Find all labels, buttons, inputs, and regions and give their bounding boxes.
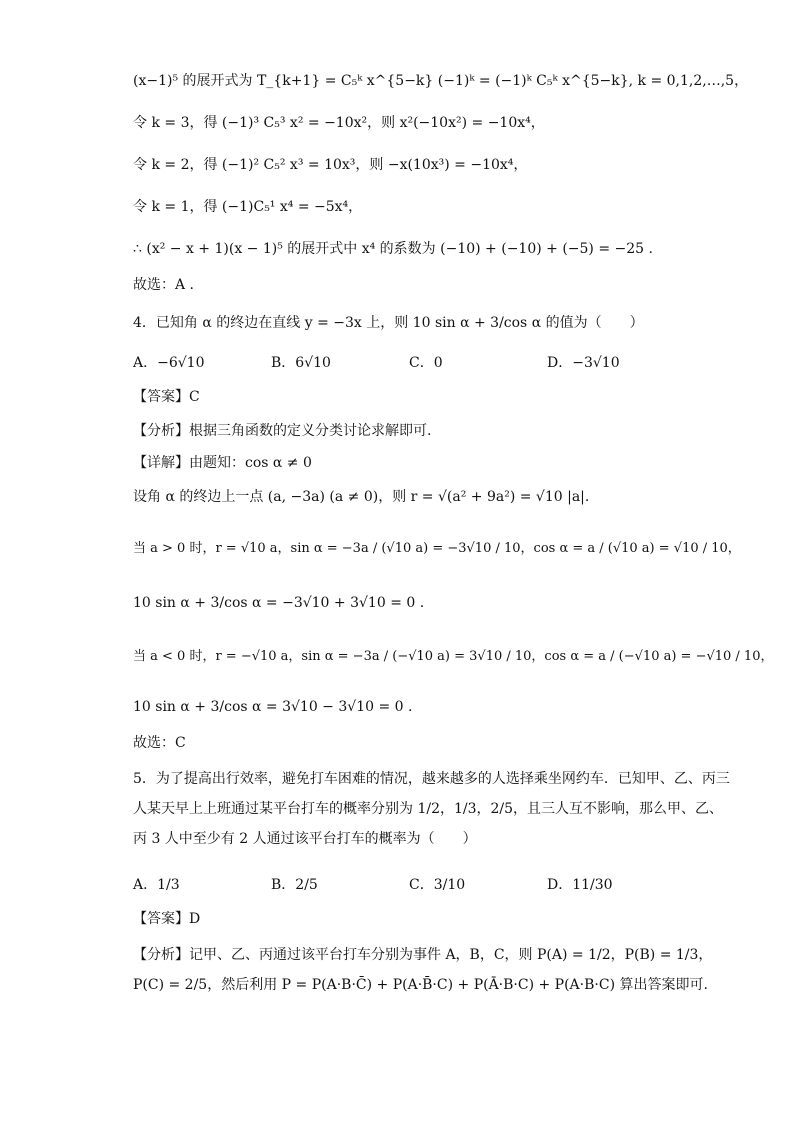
q5-option-c: C．3/10: [409, 877, 466, 893]
q4-detail-a-positive: 当 a > 0 时，r = √10 a，sin α = −3a / (√10 a) = −3√10 / 10，cos α = a / (√10 a) = √10 / 10，: [133, 541, 741, 556]
q4-detail-a-negative: 当 a < 0 时，r = −√10 a，sin α = −3a / (−√10 a) = 3√10 / 10，cos α = a / (−√10 a) = −√10 / 10，: [133, 649, 774, 664]
q3-selection: 故选：A .: [133, 277, 195, 293]
q5-option-b: B．2/5: [271, 877, 318, 893]
q4-option-a: A．−6√10: [133, 355, 205, 371]
question-5-stem: 5．为了提高出行效率，避免打车困难的情况，越来越多的人选择乘坐网约车．已知甲、乙、丙三人某天早上上班通过某平台打车的概率分别为 1/2，1/3，2/5，且三人互不影响，那么甲、乙、丙 3 人中至少有 2 人通过该平台打车的概率为（ ）: [133, 771, 730, 847]
q5-option-d: D．11/30: [547, 877, 613, 893]
q4-analysis: 【分析】根据三角函数的定义分类讨论求解即可.: [133, 423, 432, 439]
question-4-options: [133, 352, 653, 376]
q4-option-c: C．0: [409, 355, 443, 371]
q5-analysis: 【分析】记甲、乙、丙通过该平台打车分别为事件 A，B，C，则 P(A) = 1/2，P(B) = 1/3，P(C) = 2/5，然后利用 P = P(A·B·C̄) + P(A·B̄·C) + P(Ā·B·C) + P(A·B·C) 算出答案即可.: [133, 947, 713, 993]
question-5-options: [133, 874, 653, 898]
coefficient-conclusion-line: ∴ (x² − x + 1)(x − 1)⁵ 的展开式中 x⁴ 的系数为 (−10) + (−10) + (−5) = −25 .: [133, 241, 653, 257]
q4-answer: 【答案】C: [133, 389, 200, 405]
case-k1-line: 令 k = 1，得 (−1)C₅¹ x⁴ = −5x⁴，: [133, 199, 363, 215]
expansion-formula-line: (x−1)⁵ 的展开式为 T_{k+1} = C₅ᵏ x^{5−k} (−1)ᵏ = (−1)ᵏ C₅ᵏ x^{5−k}, k = 0,1,2,…,5，: [133, 73, 749, 89]
q4-detail-a-positive-result: 10 sin α + 3/cos α = −3√10 + 3√10 = 0 .: [133, 595, 425, 611]
case-k2-line: 令 k = 2，得 (−1)² C₅² x³ = 10x³，则 −x(10x³) = −10x⁴，: [133, 157, 528, 173]
q4-selection: 故选：C: [133, 735, 186, 751]
q4-option-d: D．−3√10: [547, 355, 620, 371]
q4-detail-point: 设角 α 的终边上一点 (a, −3a) (a ≠ 0)，则 r = √(a² + 9a²) = √10 |a|.: [133, 489, 590, 505]
q5-option-a: A．1/3: [133, 877, 180, 893]
q4-detail-heading: 【详解】由题知：cos α ≠ 0: [133, 455, 312, 471]
question-4-stem: 4．已知角 α 的终边在直线 y = −3x 上，则 10 sin α + 3/cos α 的值为（ ）: [133, 315, 644, 331]
q4-option-b: B．6√10: [271, 355, 331, 371]
q4-detail-a-negative-result: 10 sin α + 3/cos α = 3√10 − 3√10 = 0 .: [133, 699, 413, 715]
q5-answer: 【答案】D: [133, 911, 201, 927]
case-k3-line: 令 k = 3，得 (−1)³ C₅³ x² = −10x²，则 x²(−10x²) = −10x⁴，: [133, 115, 545, 131]
